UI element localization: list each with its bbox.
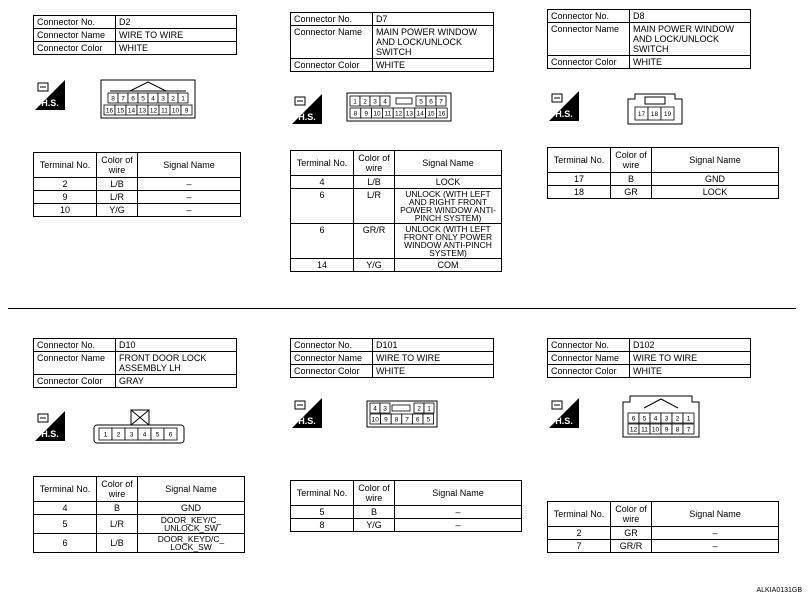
pin-number: 6 — [131, 95, 135, 103]
pin-number: 11 — [641, 426, 648, 434]
col-header-terminal: Terminal No. — [291, 151, 354, 176]
table-row — [548, 173, 779, 186]
terminal-table-d102 — [547, 501, 779, 553]
info-value: WHITE — [630, 56, 751, 69]
terminal-no: 4 — [291, 176, 354, 189]
pin-number: 4 — [383, 98, 387, 106]
pin-number: 5 — [426, 416, 431, 424]
info-value: WIRE TO WIRE — [630, 352, 751, 365]
pin-number: 3 — [129, 431, 134, 439]
connector-face-d2 — [100, 79, 196, 119]
wire-color: L/R — [354, 189, 395, 224]
connector-info-d7 — [290, 12, 494, 72]
table-row — [34, 204, 241, 217]
pin-number: 3 — [664, 415, 669, 423]
table-row — [291, 176, 502, 189]
info-key: Connector No. — [34, 339, 116, 352]
col-header-signal: Signal Name — [652, 502, 779, 527]
signal-name: GND — [652, 173, 779, 186]
hs-harness-side-icon — [35, 80, 65, 110]
figure-code: ALKIA0131GB — [756, 587, 802, 594]
pin-number: 8 — [353, 110, 358, 118]
pin-number: 8 — [111, 95, 115, 103]
info-value: WHITE — [373, 365, 494, 378]
wire-color: B — [611, 173, 652, 186]
hs-label: H.S. — [298, 112, 316, 122]
info-value: GRAY — [116, 375, 237, 388]
wire-color: L/B — [97, 178, 138, 191]
connector-info-d102 — [547, 338, 751, 378]
connector-info-d10 — [33, 338, 237, 388]
terminal-table-d8 — [547, 147, 779, 199]
terminal-no: 17 — [548, 173, 611, 186]
pin-number: 13 — [405, 110, 414, 118]
terminal-no: 4 — [34, 502, 97, 515]
signal-name: – — [395, 519, 522, 532]
pin-number: 7 — [121, 95, 125, 103]
pin-number: 3 — [383, 405, 387, 413]
terminal-no: 5 — [34, 515, 97, 534]
col-header-color: Color of wire — [611, 148, 652, 173]
info-key: Connector Color — [548, 365, 630, 378]
wire-color: GR/R — [354, 224, 395, 259]
info-key: Connector Name — [291, 352, 373, 365]
info-value: D2 — [116, 16, 237, 29]
info-value: WHITE — [373, 59, 494, 72]
wire-color: GR — [611, 186, 652, 199]
info-key: Connector Color — [548, 56, 630, 69]
wire-color: B — [97, 502, 138, 515]
pin-number: 2 — [116, 431, 121, 439]
pin-number: 11 — [161, 107, 168, 115]
hs-label: H.S. — [555, 109, 573, 119]
terminal-table-d101 — [290, 480, 522, 532]
pin-number: 1 — [686, 415, 691, 423]
info-key: Connector Color — [291, 365, 373, 378]
connector-info-d2 — [33, 15, 237, 55]
signal-name: LOCK — [652, 186, 779, 199]
pin-number: 14 — [127, 107, 136, 115]
col-header-color: Color of wire — [354, 481, 395, 506]
pin-number: 6 — [415, 416, 420, 424]
hs-harness-side-icon — [549, 91, 579, 121]
hs-harness-side-icon — [35, 411, 65, 441]
col-header-signal: Signal Name — [138, 153, 241, 178]
info-key: Connector No. — [548, 339, 630, 352]
info-value: D8 — [630, 10, 751, 23]
info-value: D10 — [116, 339, 237, 352]
wire-color: Y/G — [354, 519, 395, 532]
terminal-no: 9 — [34, 191, 97, 204]
connector-face-d7 — [346, 92, 452, 122]
col-header-color: Color of wire — [611, 502, 652, 527]
info-value: WIRE TO WIRE — [116, 29, 237, 42]
pin-number: 4 — [653, 415, 658, 423]
lock-tab — [392, 405, 410, 411]
info-key: Connector Color — [34, 42, 116, 55]
wire-color: L/R — [97, 191, 138, 204]
pin-number: 18 — [650, 111, 659, 118]
pin-number: 16 — [105, 107, 114, 115]
pin-number: 1 — [427, 405, 431, 413]
table-row — [34, 191, 241, 204]
wire-color: L/B — [354, 176, 395, 189]
hs-label: H.S. — [298, 416, 316, 426]
signal-name: – — [138, 191, 241, 204]
terminal-no: 8 — [291, 519, 354, 532]
signal-name: – — [138, 204, 241, 217]
table-row — [34, 178, 241, 191]
signal-name: COM — [395, 259, 502, 272]
pin-number: 11 — [384, 110, 392, 118]
pin-number: 10 — [371, 416, 379, 424]
info-value: MAIN POWER WINDOW AND LOCK/UNLOCK SWITCH — [373, 26, 494, 59]
pin-number: 8 — [675, 426, 680, 434]
info-key: Connector No. — [548, 10, 630, 23]
hs-label: H.S. — [41, 429, 59, 439]
pin-number: 16 — [438, 110, 446, 118]
col-header-terminal: Terminal No. — [548, 148, 611, 173]
terminal-table-d10 — [33, 476, 245, 553]
pin-number: 5 — [155, 431, 160, 439]
pin-number: 2 — [675, 415, 680, 423]
col-header-color: Color of wire — [354, 151, 395, 176]
pin-number: 2 — [417, 405, 421, 413]
pin-number: 10 — [171, 107, 180, 115]
pin-number: 9 — [384, 416, 388, 424]
info-value: WIRE TO WIRE — [373, 352, 494, 365]
info-key: Connector Name — [548, 23, 630, 56]
pin-number: 15 — [116, 107, 125, 115]
pin-number: 4 — [142, 431, 147, 439]
col-header-color: Color of wire — [97, 477, 138, 502]
wire-color: L/R — [97, 515, 138, 534]
terminal-no: 14 — [291, 259, 354, 272]
pin-number: 5 — [642, 415, 647, 423]
pin-number: 19 — [663, 111, 672, 118]
pin-number: 1 — [181, 95, 185, 103]
terminal-table-d7 — [290, 150, 502, 272]
col-header-terminal: Terminal No. — [548, 502, 611, 527]
info-key: Connector No. — [291, 13, 373, 26]
connector-face-d8 — [627, 93, 683, 125]
wire-color: GR — [611, 527, 652, 540]
pin-number: 4 — [151, 95, 155, 103]
table-row — [34, 534, 245, 553]
connector-face-d102 — [622, 390, 700, 438]
info-key: Connector No. — [291, 339, 373, 352]
table-row — [291, 259, 502, 272]
connector-info-d101 — [290, 338, 494, 378]
table-row — [34, 502, 245, 515]
table-row — [34, 515, 245, 534]
hs-harness-side-icon — [292, 398, 322, 428]
pin-number: 3 — [373, 98, 377, 106]
info-value: MAIN POWER WINDOW AND LOCK/UNLOCK SWITCH — [630, 23, 751, 56]
connector-info-d8 — [547, 9, 751, 69]
lock-tab — [396, 98, 412, 104]
col-header-signal: Signal Name — [652, 148, 779, 173]
pin-number: 8 — [394, 416, 399, 424]
pin-number: 9 — [184, 107, 189, 115]
info-value: D102 — [630, 339, 751, 352]
wire-color: Y/G — [97, 204, 138, 217]
pin-number: 2 — [363, 98, 367, 106]
table-row — [291, 519, 522, 532]
signal-name: GND — [138, 502, 245, 515]
col-header-signal: Signal Name — [395, 481, 522, 506]
signal-name: – — [652, 527, 779, 540]
info-value: FRONT DOOR LOCK ASSEMBLY LH — [116, 352, 237, 375]
wire-color: B — [354, 506, 395, 519]
pin-number: 7 — [439, 98, 443, 106]
terminal-no: 2 — [548, 527, 611, 540]
pin-number: 9 — [364, 110, 369, 118]
info-key: Connector Name — [34, 29, 116, 42]
terminal-no: 6 — [291, 224, 354, 259]
info-value: D7 — [373, 13, 494, 26]
pin-number: 12 — [149, 107, 158, 115]
pin-number: 5 — [141, 95, 145, 103]
col-header-terminal: Terminal No. — [34, 477, 97, 502]
terminal-no: 2 — [34, 178, 97, 191]
signal-name: UNLOCK (WITH LEFT AND RIGHT FRONT POWER WINDOW ANTI-PINCH SYSTEM) — [395, 189, 502, 224]
terminal-no: 7 — [548, 540, 611, 553]
table-row — [291, 189, 502, 224]
info-key: Connector Name — [548, 352, 630, 365]
table-row — [548, 186, 779, 199]
pin-number: 10 — [651, 426, 660, 434]
connector-face-d101 — [366, 400, 438, 428]
signal-name: – — [652, 540, 779, 553]
col-header-terminal: Terminal No. — [34, 153, 97, 178]
pin-number: 6 — [168, 431, 173, 439]
info-key: Connector Name — [34, 352, 116, 375]
pin-number: 2 — [171, 95, 175, 103]
pin-number: 6 — [429, 98, 433, 106]
pin-number: 5 — [419, 98, 423, 106]
signal-name: – — [395, 506, 522, 519]
info-value: WHITE — [630, 365, 751, 378]
info-value: D101 — [373, 339, 494, 352]
pin-number: 3 — [161, 95, 165, 103]
terminal-no: 6 — [34, 534, 97, 553]
pin-number: 15 — [427, 110, 435, 118]
hs-label: H.S. — [555, 416, 573, 426]
info-key: Connector Color — [34, 375, 116, 388]
pin-number: 7 — [405, 416, 409, 424]
col-header-color: Color of wire — [97, 153, 138, 178]
pin-number: 9 — [664, 426, 669, 434]
info-value: WHITE — [116, 42, 237, 55]
info-key: Connector No. — [34, 16, 116, 29]
pin-number: 1 — [103, 431, 108, 439]
pin-number: 1 — [353, 98, 357, 106]
signal-name: UNLOCK (WITH LEFT FRONT ONLY POWER WINDOW ANTI-PINCH SYSTEM) — [395, 224, 502, 259]
signal-name: DOOR_KEYD/C_ LOCK_SW — [138, 534, 245, 553]
pin-number: 17 — [637, 111, 646, 118]
wire-color: GR/R — [611, 540, 652, 553]
wire-color: Y/G — [354, 259, 395, 272]
pin-number: 6 — [631, 415, 636, 423]
col-header-terminal: Terminal No. — [291, 481, 354, 506]
terminal-no: 10 — [34, 204, 97, 217]
table-row — [548, 540, 779, 553]
table-row — [291, 224, 502, 259]
hs-label: H.S. — [41, 98, 59, 108]
terminal-no: 18 — [548, 186, 611, 199]
pin-number: 13 — [138, 107, 147, 115]
pin-number: 12 — [394, 110, 403, 118]
terminal-no: 5 — [291, 506, 354, 519]
pin-number: 4 — [373, 405, 377, 413]
pin-number: 7 — [686, 426, 691, 434]
col-header-signal: Signal Name — [138, 477, 245, 502]
terminal-no: 6 — [291, 189, 354, 224]
col-header-signal: Signal Name — [395, 151, 502, 176]
wire-color: L/B — [97, 534, 138, 553]
signal-name: – — [138, 178, 241, 191]
section-divider — [8, 308, 796, 309]
table-row — [548, 527, 779, 540]
terminal-table-d2 — [33, 152, 241, 217]
info-key: Connector Name — [291, 26, 373, 59]
signal-name: LOCK — [395, 176, 502, 189]
pin-number: 12 — [629, 426, 638, 434]
pin-number: 10 — [373, 110, 381, 118]
signal-name: DOOR_KEY/C_ UNLOCK_SW — [138, 515, 245, 534]
pin-number: 14 — [416, 110, 424, 118]
info-key: Connector Color — [291, 59, 373, 72]
hs-harness-side-icon — [292, 94, 322, 124]
hs-harness-side-icon — [549, 398, 579, 428]
connector-face-d10 — [93, 408, 185, 444]
table-row — [291, 506, 522, 519]
